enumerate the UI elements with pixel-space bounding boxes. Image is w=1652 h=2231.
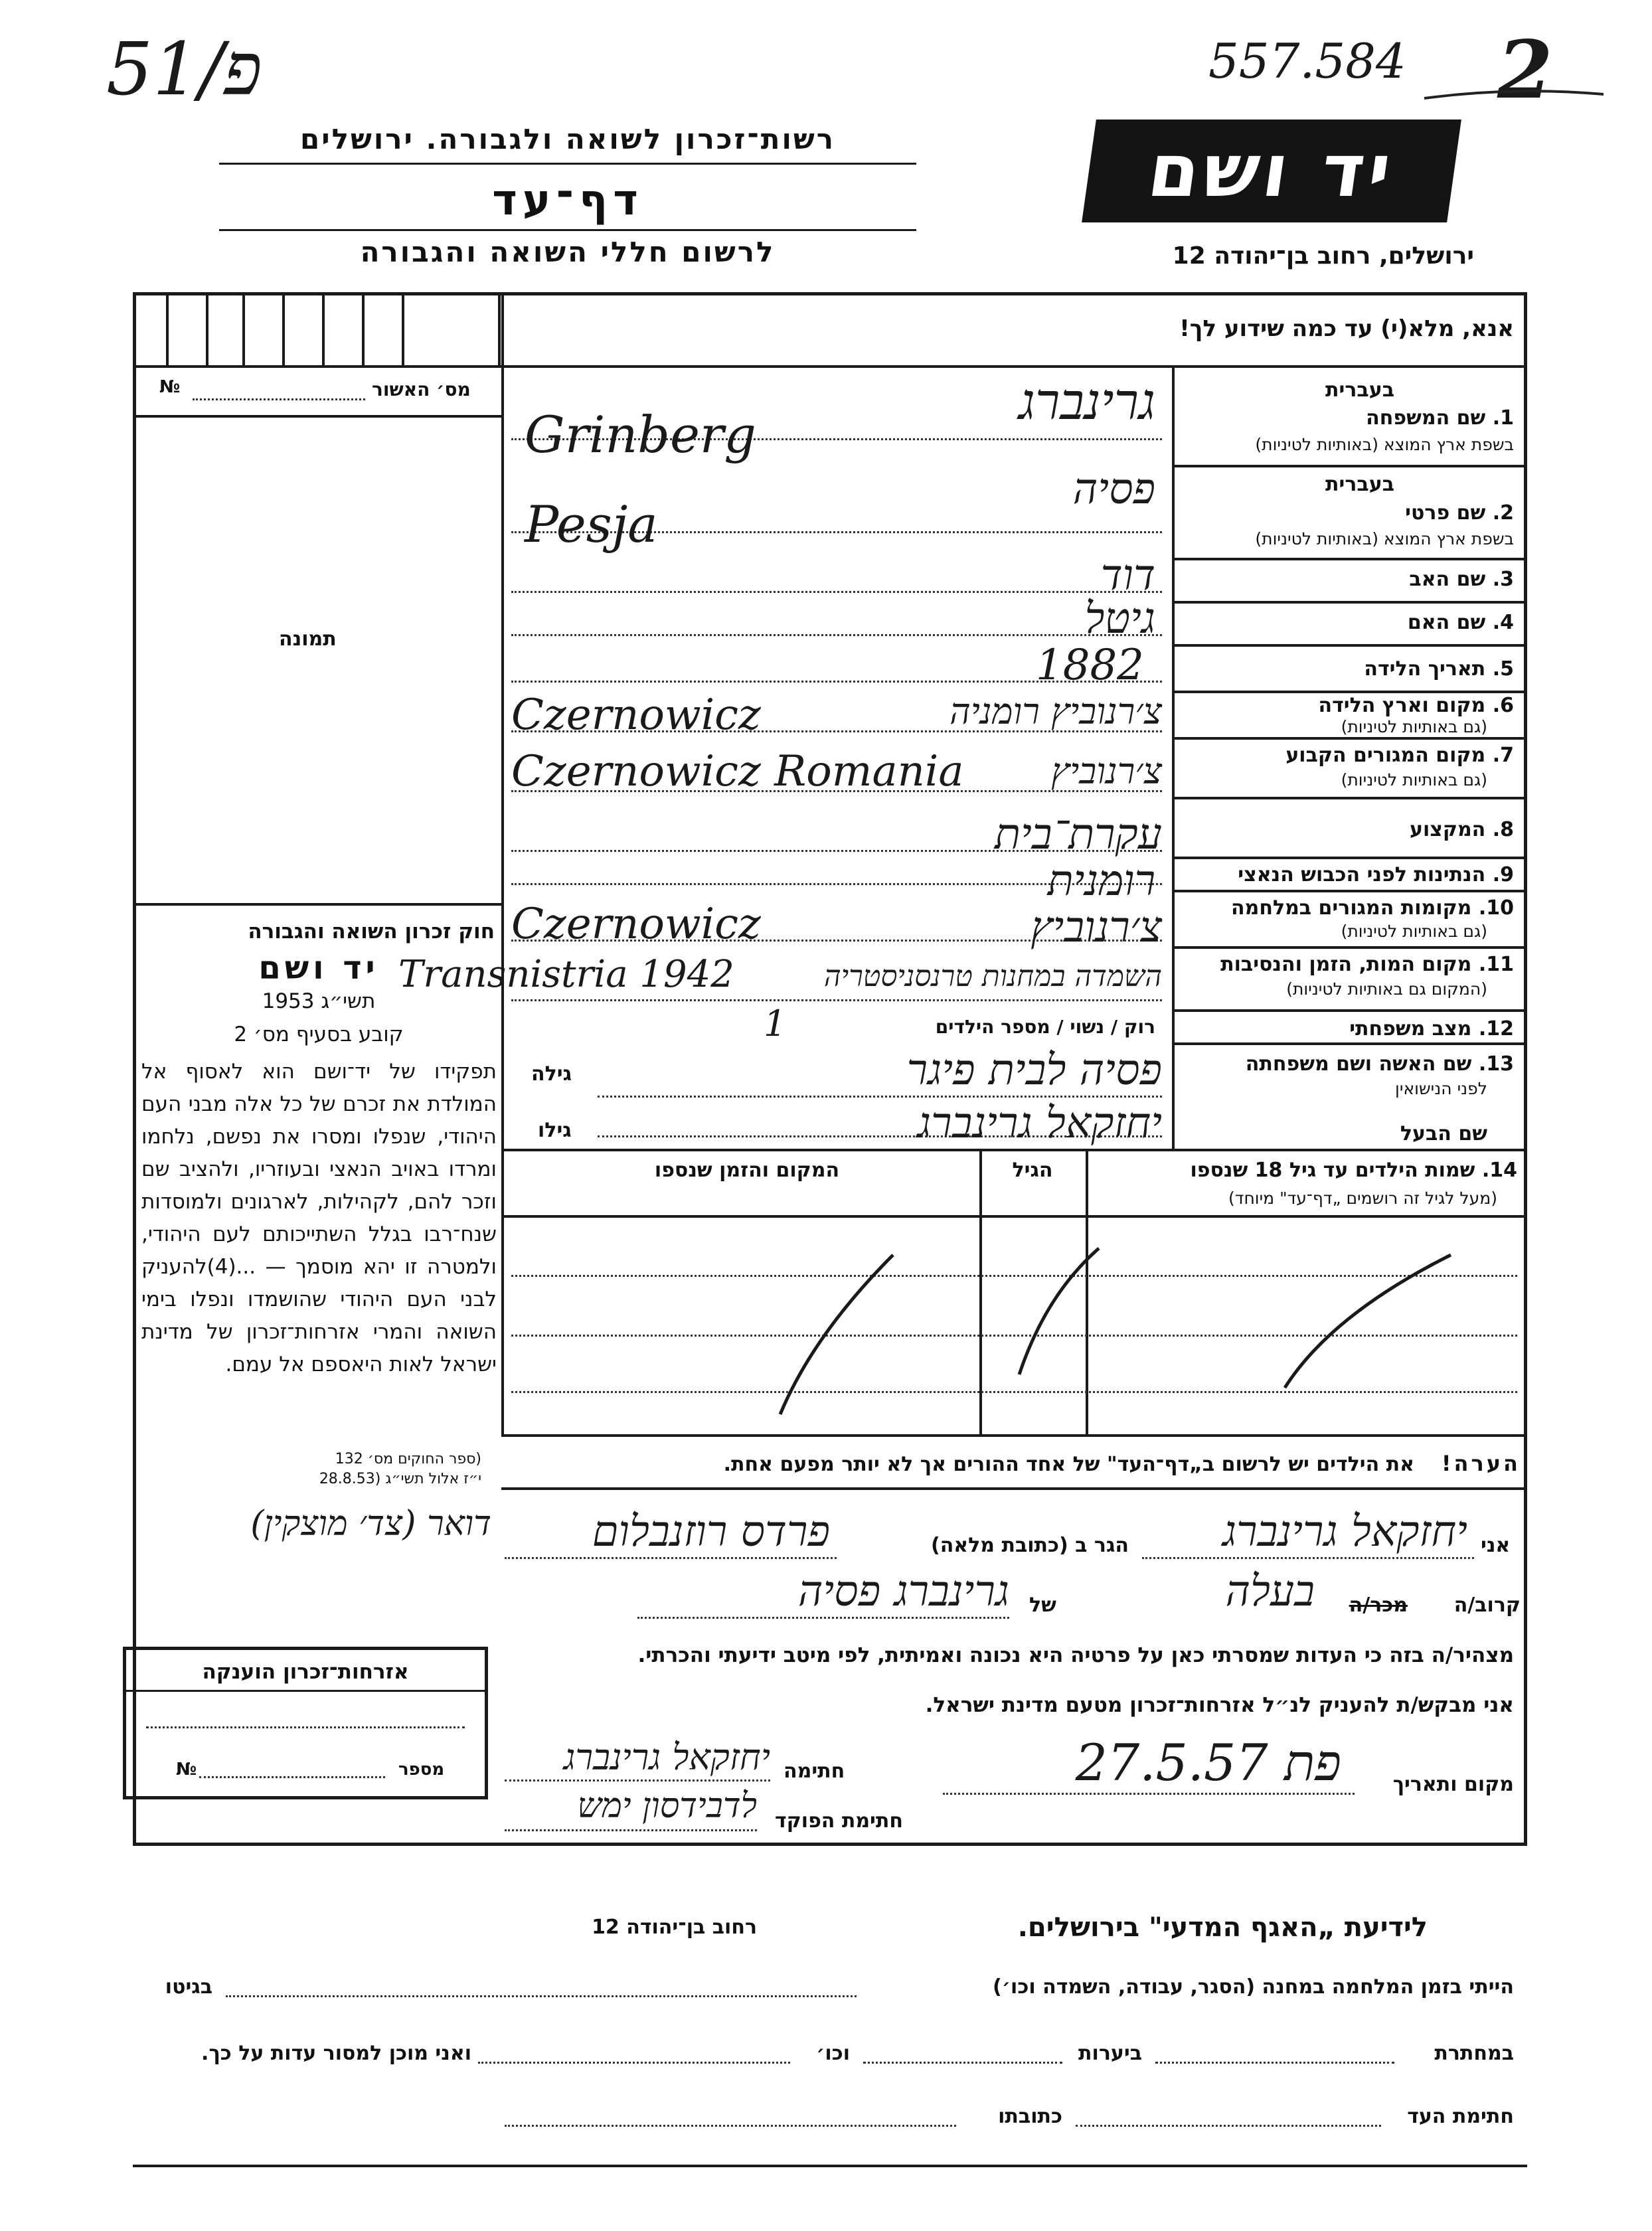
residence-latin: Czernowicz Romania: [511, 747, 964, 796]
wife-maiden-name: פסיה לבית פיגר: [906, 1046, 1162, 1095]
bottom-etc-line[interactable]: [478, 2062, 790, 2064]
approval-number-line[interactable]: [193, 398, 365, 400]
nationality: רומנית: [1047, 857, 1155, 906]
corner-annotation-left: 51/פ: [106, 27, 262, 112]
field-9-text: הנתינות לפני הכבוש הנאצי: [1238, 863, 1486, 886]
place-date-label: מקום ותאריך: [1392, 1773, 1514, 1796]
answer-line-13[interactable]: [598, 1096, 1162, 1098]
relation-options: מכר/ה: [1349, 1594, 1408, 1617]
row-sep-2: [1172, 558, 1527, 560]
given-name-hebrew: פסיה: [1072, 465, 1155, 514]
citizenship-no-label: מספר: [398, 1760, 445, 1779]
field-4-text: שם האם: [1407, 611, 1486, 634]
field-5-label: [1189, 657, 1514, 681]
field-9-label: [1182, 863, 1514, 886]
wartime-residence-latin: Czernowicz: [511, 900, 761, 949]
bottom-etc-label: וכו׳: [816, 2042, 850, 2065]
law-reference-date: י״ז אלול תשי״ג (28.8.53: [319, 1471, 481, 1487]
field-10-text: מקומות המגורים במלחמה: [1231, 896, 1472, 920]
page-number: 2: [1497, 23, 1553, 117]
bottom-underground-line[interactable]: [1155, 2062, 1394, 2064]
field-1-text: שם המשפחה: [1366, 406, 1486, 430]
note-row-bottom: [501, 1487, 1527, 1490]
form-instruction: אנא, מלא(י) עד כמה שידוע לך!: [1179, 315, 1514, 342]
field-7-sub: (גם באותיות לטיניות): [1341, 770, 1487, 789]
field-3-text: שם האב: [1409, 568, 1486, 591]
approval-number-mark: №: [159, 377, 181, 397]
bottom-address-line[interactable]: [505, 2125, 956, 2127]
field-4-label: [1189, 611, 1514, 634]
bottom-rule: [133, 2165, 1527, 2167]
officer-signature-label: חתימת הפוקד: [775, 1809, 903, 1833]
field-2-label: [1189, 501, 1514, 525]
field-6-sub: (גם באותיות לטיניות): [1341, 717, 1487, 736]
husband-label: שם הבעל: [1400, 1122, 1487, 1145]
field-1-hebrew-tag: בעברית: [1325, 378, 1394, 402]
field-3-label: [1189, 568, 1514, 591]
bottom-underground-label: במחתרת: [1434, 2042, 1514, 2065]
field-4-num: 4.: [1492, 611, 1514, 634]
children-num: 14.: [1481, 1159, 1517, 1182]
bottom-address: רחוב בן־יהודה 12: [592, 1916, 757, 1939]
surname-hebrew: גרינברג: [1018, 372, 1155, 431]
row-sep-7: [1172, 797, 1527, 799]
relation-of-line[interactable]: [637, 1617, 1009, 1619]
bottom-forest-line[interactable]: [863, 2062, 1062, 2064]
wartime-residence-hebrew: צ׳רנוביץ: [1031, 903, 1162, 952]
citizenship-no-line[interactable]: [199, 1776, 385, 1778]
declaration-request: אני מבקש/ת להעניק לנ״ל אזרחות־זכרון מטעם מדינת ישראל.: [925, 1693, 1514, 1717]
field-8-label: [1189, 818, 1514, 841]
citizenship-no-mark: №: [176, 1760, 197, 1779]
form-subtitle: לרשום חללי השואה והגבורה: [360, 236, 776, 268]
place-date-line[interactable]: [943, 1793, 1355, 1795]
row-sep-1: [1172, 465, 1527, 467]
field-1-label: [1189, 406, 1514, 430]
signature-label: חתימה: [784, 1760, 845, 1783]
note-text: את הילדים יש לרשום ב„דף־העד" של אחד ההורים אך לא יותר מפעם אחת.: [723, 1453, 1414, 1476]
field-11-num: 11.: [1478, 953, 1514, 976]
law-reference: (ספר החוקים מס׳ 132: [335, 1451, 481, 1467]
photo-area-bottom: [133, 903, 503, 906]
row-sep-11: [1172, 1009, 1527, 1012]
law-name: יד ושם: [258, 950, 379, 987]
birth-place-hebrew: צ׳רנוביץ רומניה: [950, 691, 1162, 732]
note-label: הערה!: [1441, 1451, 1521, 1476]
children-place-header: המקום והזמן שנספו: [654, 1159, 840, 1182]
row-sep-8: [1172, 857, 1527, 859]
witness-address-cont: דואר (צד׳ מוצקין): [250, 1504, 491, 1544]
field-12-label: [1182, 1017, 1514, 1040]
field-7-label: [1189, 744, 1514, 767]
row-sep-3: [1172, 601, 1527, 604]
bottom-testimony-label: ואני מוכן למסור עדות על כך.: [201, 2042, 471, 2065]
field-10-num: 10.: [1478, 896, 1514, 920]
row-sep-4: [1172, 644, 1527, 647]
given-name-latin: Pesja: [525, 495, 658, 554]
form-title: דף־עד: [492, 176, 643, 225]
bottom-ghetto-label: בגיטו: [165, 1975, 212, 1999]
law-title: חוק זכרון השואה והגבורה: [248, 920, 495, 944]
law-section: קובע בסעיף מס׳ 2: [234, 1023, 404, 1046]
field-6-text: מקום וארץ הלידה: [1318, 694, 1486, 717]
header-address: ירושלים, רחוב בן־יהודה 12: [1172, 242, 1474, 270]
field-2-sub: בשפת ארץ המוצא (באותיות לטיניות): [1255, 529, 1514, 548]
declaration-affirmation: מצהיר/ה בזה כי העדות שמסרתי כאן על פרטיה היא נכונה ואמיתית, לפי מיטב ידיעתי והכרתי.: [637, 1643, 1514, 1667]
approval-row-bottom: [133, 415, 503, 418]
field-12-num: 12.: [1478, 1017, 1514, 1040]
signature-line[interactable]: [505, 1779, 770, 1781]
photo-label: תמונה: [279, 627, 337, 651]
husband-age-label: גילו: [538, 1119, 572, 1142]
field-2-hebrew-tag: בעברית: [1325, 473, 1394, 496]
officer-signature-value: לדבידסון ימש: [577, 1786, 757, 1826]
field-2-text: שם פרטי: [1405, 501, 1486, 525]
children-text: שמות הילדים עד גיל 18 שנספו: [1190, 1159, 1475, 1182]
bottom-title: לידיעת „האגף המדעי" בירושלים.: [1017, 1912, 1428, 1943]
field-11-label: [1182, 953, 1514, 976]
field-2-num: 2.: [1492, 501, 1514, 525]
page-number-underline: [1421, 80, 1607, 106]
children-crossout-strokes: [501, 1215, 1527, 1434]
children-age-header: הגיל: [1012, 1159, 1053, 1182]
birth-place-latin: Czernowicz: [511, 691, 761, 740]
surname-latin: Grinberg: [525, 405, 756, 464]
children-sub: (מעל לגיל זה רושמים „דף־עד" מיוחד): [1228, 1189, 1497, 1208]
field-13-sub: לפני הנישואין: [1395, 1079, 1487, 1098]
bottom-witness-signature-line[interactable]: [1076, 2125, 1381, 2127]
mother-name: גיטל: [1084, 594, 1155, 643]
header-rule-1: [219, 163, 916, 165]
children-label: [1096, 1159, 1517, 1182]
declaration-prefix: אני: [1481, 1534, 1511, 1557]
field-13-text: שם האשה ושם משפחתה: [1245, 1052, 1472, 1076]
death-place-hebrew: השמדה במחנות טרנסניסטריה: [823, 959, 1162, 993]
field-7-text: מקום המגורים הקבוע: [1285, 744, 1486, 767]
bottom-camp-label: הייתי בזמן המלחמה במחנה (הסגר, עבודה, השמדה וכו׳): [993, 1975, 1514, 1999]
row-sep-12: [1172, 1042, 1527, 1045]
row-sep-5: [1172, 691, 1527, 693]
field-1-sub: בשפת ארץ המוצא (באותיות לטיניות): [1255, 435, 1514, 454]
field-8-text: המקצוע: [1409, 818, 1486, 841]
witness-address: פרדס רוזנבלום: [592, 1507, 830, 1556]
field-11-sub: (המקום גם באותיות לטיניות): [1286, 979, 1487, 999]
row-sep-13: [501, 1149, 1527, 1151]
approval-number-label: מס׳ האשור: [372, 378, 471, 400]
children-count: 1: [764, 1003, 787, 1044]
bottom-address-label: כתובתו: [998, 2105, 1062, 2128]
of-label: של: [1029, 1594, 1056, 1617]
citizenship-line-1[interactable]: [146, 1726, 465, 1728]
declaration-name-line[interactable]: [1142, 1557, 1474, 1559]
declaration-address-line[interactable]: [505, 1557, 837, 1559]
husband-name: יחזקאל גרינברג: [917, 1099, 1162, 1148]
header-rule-2: [219, 229, 916, 231]
bottom-forest-label: ביערות: [1078, 2042, 1142, 2065]
field-12-text: מצב משפחתי: [1349, 1017, 1472, 1040]
marital-status-options: רוק / נשוי / מספר הילדים: [935, 1016, 1155, 1038]
wife-age-label: גילה: [531, 1062, 572, 1086]
authority-name: רשות־זכרון לשואה ולגבורה. ירושלים: [299, 123, 836, 155]
field-5-text: תאריך הלידה: [1364, 657, 1486, 681]
declaration-address-label: הגר ב (כתובת מלאה): [930, 1534, 1129, 1557]
relation-of-name: גרינברג פסיה: [797, 1567, 1009, 1616]
death-place-latin: Transnistria 1942: [398, 953, 734, 996]
witness-name: יחזקאל גרינברג: [1222, 1507, 1467, 1556]
birth-date: 1882: [1036, 641, 1144, 690]
place-date-value: פת 27.5.57: [1075, 1733, 1341, 1792]
relation-label: קרוב/ה: [1453, 1594, 1521, 1617]
bottom-camp-line[interactable]: [226, 1995, 857, 1997]
field-9-num: 9.: [1492, 863, 1514, 886]
yad-vashem-logo: יד ושם: [1082, 120, 1461, 222]
answer-line-11[interactable]: [511, 999, 1162, 1001]
law-body: תפקידו של יד־ושם הוא לאסוף אל המולדת את זכרם של כל אלה מבני העם היהודי, שנפלו ומסרו את נפשם, נלחמו ומרדו באויב הנאצי ובעוזריו, ולהציב שם וזכר להם, לקהילות, לארגונים ולמוסדות שנח־רבו בגלל השתייכותם לעם היהודי, ולמטרה זו יהא מוסמך — ...(4)להעניק לבני העם היהודי שהושמדו ונפלו בימי השואה והמרי אזרחות־זכרון של מדינת ישראל לאות היאספם אל עמם.: [141, 1060, 497, 1376]
residence-hebrew: צ׳רנוביץ: [1051, 750, 1162, 792]
labels-divider: [1172, 365, 1175, 1149]
officer-signature-line[interactable]: [505, 1829, 757, 1831]
row-sep-6: [1172, 737, 1527, 740]
field-8-num: 8.: [1492, 818, 1514, 841]
field-13-label: [1182, 1052, 1514, 1076]
law-year: תשי״ג 1953: [262, 989, 376, 1013]
field-10-sub: (גם באותיות לטיניות): [1341, 922, 1487, 941]
signature-value: יחזקאל גרינברג: [563, 1736, 770, 1778]
field-3-num: 3.: [1492, 568, 1514, 591]
father-name: דוד: [1100, 551, 1155, 600]
field-11-text: מקום המות, הזמן והנסיבות: [1220, 953, 1472, 976]
approval-number-boxes: [133, 292, 501, 367]
field-6-num: 6.: [1492, 694, 1514, 717]
profession: עקרת־בית: [994, 810, 1162, 859]
relation-value: בעלה: [1225, 1567, 1315, 1616]
field-7-num: 7.: [1492, 744, 1514, 767]
corner-annotation-number: 557.584: [1208, 33, 1406, 89]
row-sep-10: [1172, 946, 1527, 949]
children-table-bottom: [501, 1434, 1527, 1437]
row-sep-9: [1172, 890, 1527, 892]
field-13-num: 13.: [1478, 1052, 1514, 1076]
field-6-label: [1189, 694, 1514, 717]
citizenship-title-rule: [126, 1690, 485, 1692]
field-1-num: 1.: [1492, 406, 1514, 430]
citizenship-title: אזרחות־זכרון הוענקה: [202, 1660, 409, 1684]
field-5-num: 5.: [1492, 657, 1514, 681]
bottom-witness-signature-label: חתימת העד: [1407, 2105, 1514, 2128]
field-10-label: [1182, 896, 1514, 920]
